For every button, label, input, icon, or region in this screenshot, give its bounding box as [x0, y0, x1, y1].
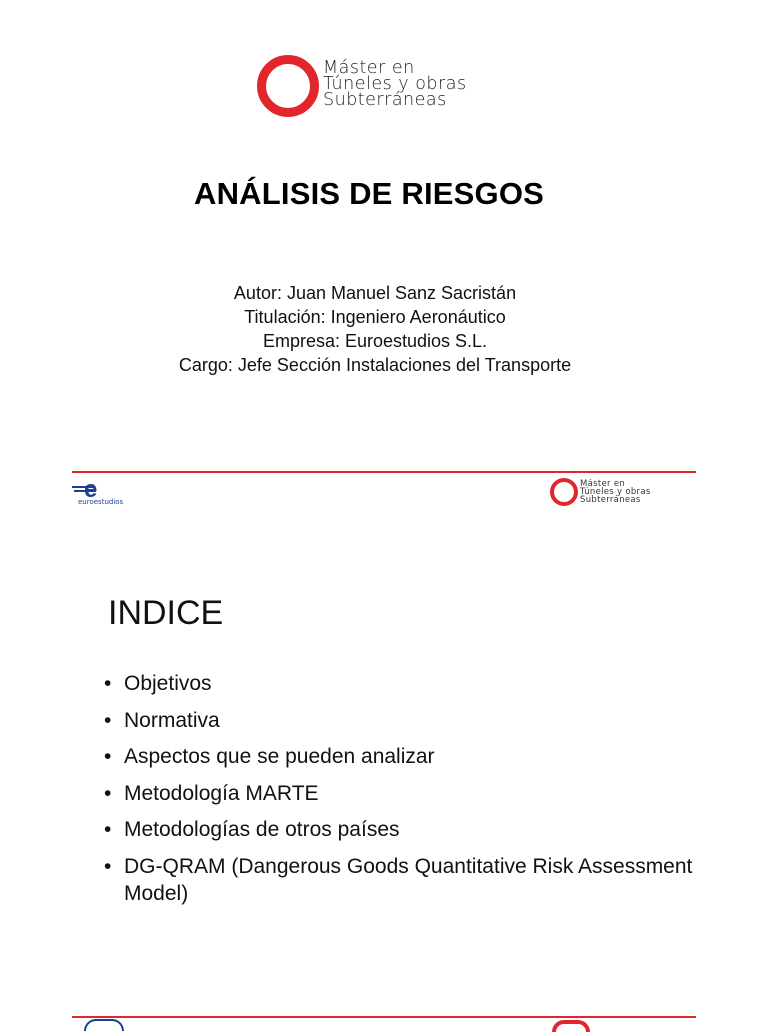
next-slide-logo-fragment: [84, 1019, 124, 1031]
logo-line: Máster en: [323, 58, 415, 78]
logo-line: Máster en: [580, 479, 626, 489]
master-logo-text: [323, 60, 467, 108]
master-ring-logo-icon: [550, 478, 578, 506]
master-ring-logo-icon: [257, 55, 319, 117]
index-list: [104, 670, 724, 916]
master-logo-small-text: [580, 480, 651, 504]
list-item: • Normativa: [104, 707, 724, 734]
logo-line: Subterráneas: [580, 495, 641, 505]
author-block: [0, 281, 750, 377]
slide-title: ANÁLISIS DE RIESGOS: [193, 176, 545, 211]
header-divider: [72, 471, 696, 473]
position-line: Cargo: Jefe Sección Instalaciones del Transporte: [178, 355, 572, 375]
logo-line: Túneles y obras: [580, 487, 651, 497]
list-item: • Metodologías de otros países: [104, 816, 724, 843]
list-item: • Objetivos: [104, 670, 724, 697]
slide-2: [0, 470, 768, 1024]
list-item: • DG-QRAM (Dangerous Goods Quantitative Risk Assessment Model): [104, 853, 724, 907]
master-logo-small: [550, 478, 690, 510]
next-slide-divider: [72, 1016, 696, 1018]
degree-line: Titulación: Ingeniero Aeronáutico: [244, 307, 506, 327]
euroestudios-label: euroestudios: [78, 498, 124, 506]
logo-line: Túneles y obras: [323, 74, 467, 94]
author-line: Autor: Juan Manuel Sanz Sacristán: [233, 283, 517, 303]
company-line: Empresa: Euroestudios S.L.: [262, 331, 488, 351]
logo-line: Subterráneas: [323, 90, 447, 110]
slide-1: [0, 0, 768, 470]
master-logo: [257, 55, 527, 117]
euroestudios-mark: e: [84, 476, 97, 503]
euroestudios-logo-icon: [72, 476, 134, 508]
section-heading: INDICE: [108, 594, 224, 632]
list-item: • Metodología MARTE: [104, 780, 724, 807]
list-item: • Aspectos que se pueden analizar: [104, 743, 724, 770]
next-slide-ring-fragment: [552, 1020, 590, 1032]
